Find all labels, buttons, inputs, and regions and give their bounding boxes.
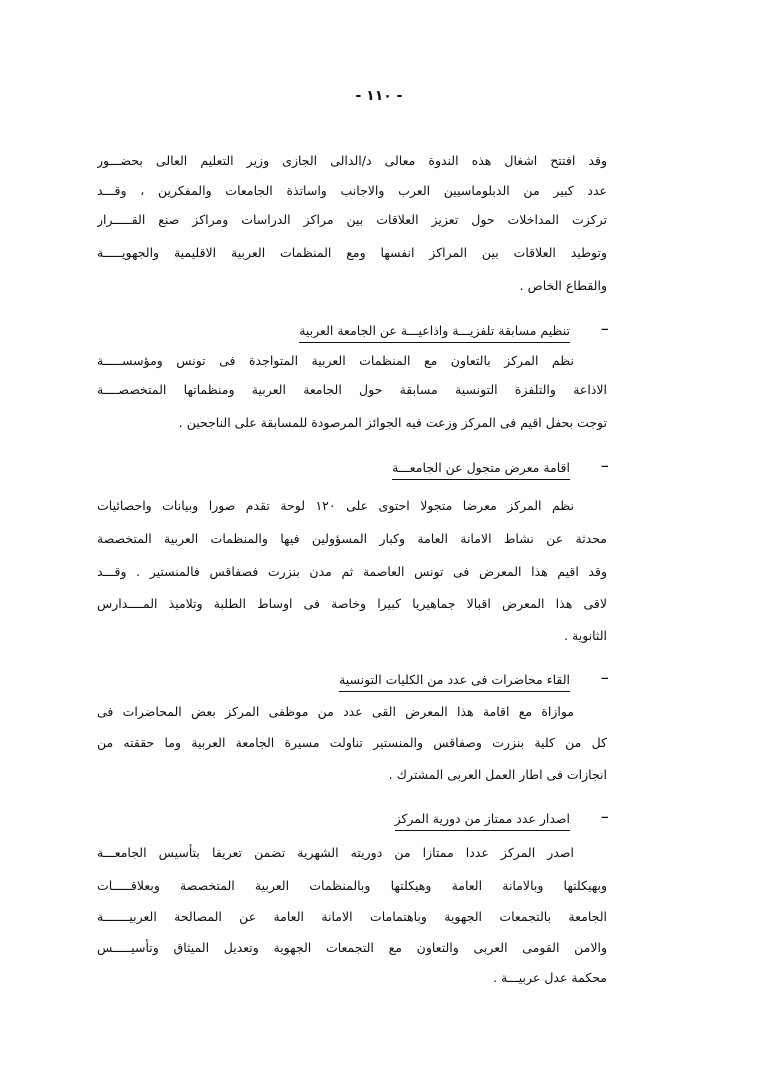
text-line: كل من كلية بنزرت وصفاقس والمنستير تناولت مسيرة الجامعة العربية وما حققته من [97, 735, 607, 750]
text-line: الجامعة بالتجمعات الجهوية وباهتمامات الامانة العامة عن المصالحة العربيـــــــة [97, 909, 607, 924]
text-line: محدثة عن نشاط الامانة العامة وكبار المسؤولين فيها والمنظمات العربية المتخصصة [97, 531, 607, 546]
section-heading: اقامة معرض متجول عن الجامعـــة [392, 459, 570, 480]
bullet-dash: _ [601, 316, 608, 331]
text-line: اصدر المركز عددا ممتازا من دوريته الشهرية تضمن تعريفا بتأسيس الجامعـــة [97, 845, 574, 860]
bullet-dash: _ [601, 665, 608, 680]
section-heading: القاء محاضرات فى عدد من الكليات التونسية [339, 671, 570, 692]
text-line: الثانوية . [564, 628, 607, 643]
section-heading: اصدار عدد ممتاز من دورية المركز [395, 810, 570, 831]
text-line: محكمة عدل عربيـــة . [493, 970, 607, 985]
text-line: عدد كبير من الدبلوماسيين العرب والاجانب واساتذة الجامعات والمفكرين ، وقـــد [97, 183, 607, 198]
text-line: توجت بحفل اقيم فى المركز وزعت فيه الجوائز المرصودة للمسابقة على الناجحين . [178, 415, 607, 430]
text-line: نظم المركز بالتعاون مع المنظمات العربية المتواجدة فى تونس ومؤسســـــة [97, 353, 574, 368]
text-line: نظم المركز معرضا متجولا احتوى على ١٢٠ لوحة تقدم صورا وبيانات واحصائيات [97, 498, 574, 513]
page-number: - ١١٠ - [355, 88, 403, 104]
text-line: وبهيكلتها وبالامانة العامة وهيكلتها وبالمنظمات العربية المتخصصة وبعلاقـــــات [97, 878, 607, 893]
text-line: لاقى هذا المعرض اقبالا جماهيريا كبيرا وخاصة فى اوساط الطلبة وتلاميذ المــــدارس [97, 596, 607, 611]
text-line: وقد افتتح اشغال هذه الندوة معالى د/الدالى الجازى وزير التعليم العالى بحضـــور [97, 153, 607, 168]
text-line: والقطاع الخاص . [519, 278, 607, 293]
text-line: الاذاعة والتلفزة التونسية مسابقة حول الجامعة العربية ومنظماتها المتخصصــــة [97, 382, 607, 397]
bullet-dash: _ [601, 804, 608, 819]
text-line: وتوطيد العلاقات بين المراكز انفسها ومع المنظمات العربية الاقليمية والجهويـــــة [97, 245, 607, 260]
bullet-dash: _ [601, 453, 608, 468]
text-line: وقد اقيم هذا المعرض فى تونس العاصمة ثم مدن بنزرت فصفاقس فالمنستير . وقـــد [97, 564, 607, 579]
text-line: والامن القومى العربى والتعاون مع التجمعات الجهوية وتعديل الميثاق وتأسيـــــس [97, 940, 607, 955]
text-line: تركزت المداخلات حول تعزيز العلاقات بين مراكز الدراسات ومراكز صنع القـــــرار [97, 212, 607, 227]
text-line: موازاة مع اقامة هذا المعرض القى عدد من موظفى المركز بعض المحاضرات فى [97, 704, 574, 719]
text-line: انجازات فى اطار العمل العربى المشترك . [388, 767, 607, 782]
section-heading: تنظيم مسابقة تلفزيـــة واذاعيـــة عن الجامعة العربية [299, 322, 570, 343]
